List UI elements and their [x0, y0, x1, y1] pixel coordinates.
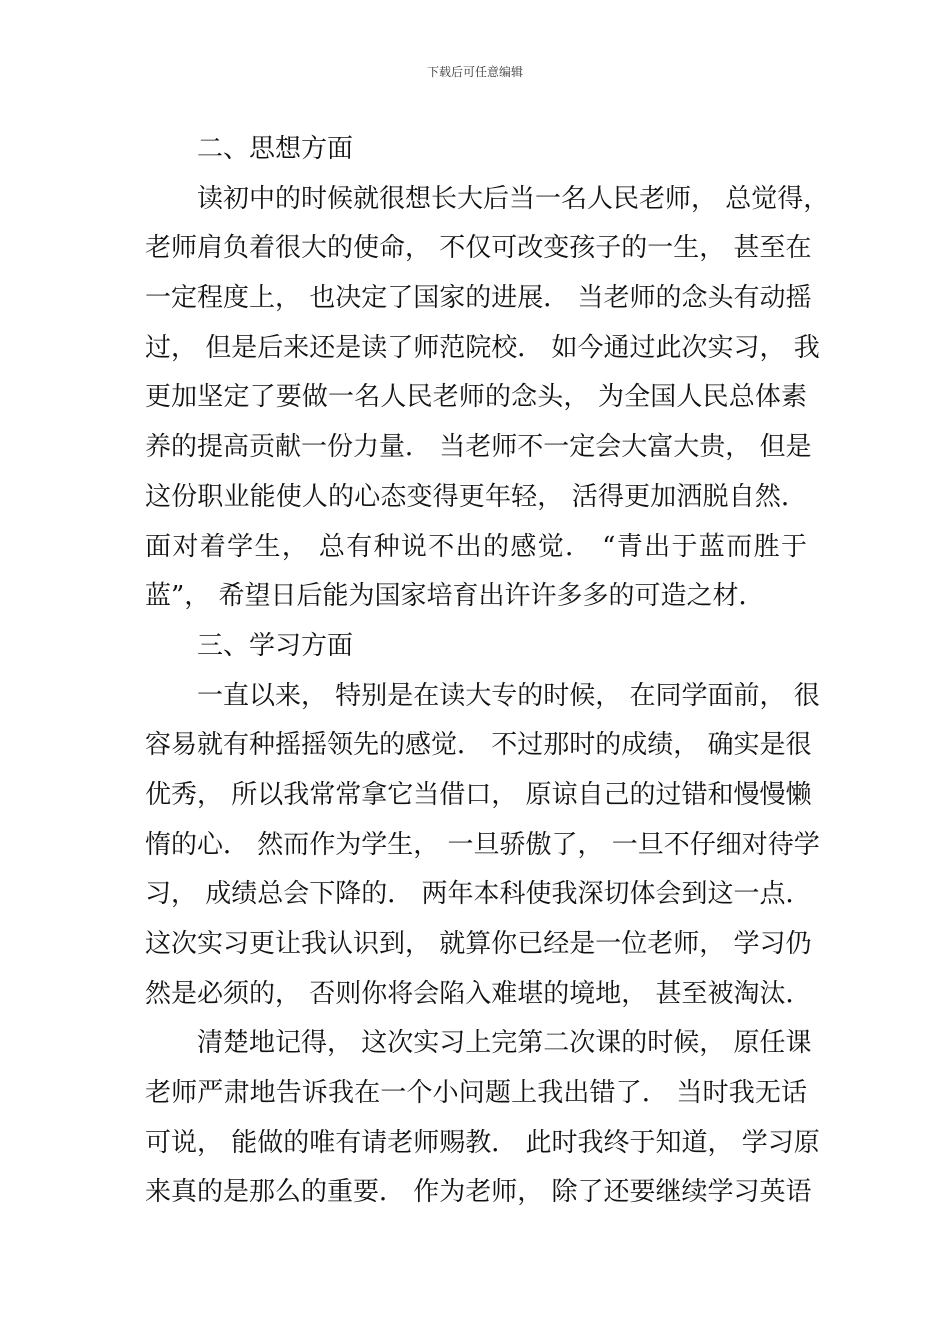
- paragraph-line: 清楚地记得， 这次实习上完第二次课的时候， 原任课: [197, 1028, 812, 1059]
- page-header: 下载后可任意编辑: [426, 65, 523, 79]
- paragraph-line: 优秀， 所以我常常拿它当借口， 原谅自己的过错和慢慢懒: [145, 779, 812, 810]
- paragraph-line: 养的提高贡献一份力量． 当老师不一定会大富大贵， 但是: [145, 432, 812, 463]
- paragraph-line: 面对着学生， 总有种说不出的感觉． “青出于蓝而胜于: [145, 531, 807, 562]
- paragraph-line: 容易就有种摇摇领先的感觉． 不过那时的成绩， 确实是很: [145, 730, 812, 761]
- paragraph-line: 惰的心． 然而作为学生， 一旦骄傲了， 一旦不仔细对待学: [145, 829, 820, 860]
- paragraph-line: 然是必须的， 否则你将会陷入难堪的境地， 甚至被淘汰．: [145, 978, 812, 1009]
- paragraph-line: 更加坚定了要做一名人民老师的念头， 为全国人民总体素: [145, 382, 807, 413]
- paragraph-line: 一直以来， 特别是在读大专的时候， 在同学面前， 很: [197, 680, 820, 711]
- paragraph-line: 这份职业能使人的心态变得更年轻， 活得更加洒脱自然．: [145, 481, 807, 512]
- paragraph-line: 蓝”， 希望日后能为国家培育出许许多多的可造之材．: [145, 581, 765, 612]
- paragraph-line: 这次实习更让我认识到， 就算你已经是一位老师， 学习仍: [145, 929, 812, 959]
- document-body: [145, 125, 830, 1218]
- section-heading-study: 三、学习方面: [197, 630, 354, 661]
- paragraph-line: 老师严肃地告诉我在一个小问题上我出错了． 当时我无话: [145, 1078, 807, 1109]
- paragraph-line: 一定程度上， 也决定了国家的进展． 当老师的念头有动摇: [145, 283, 812, 314]
- section-heading-thought: 二、思想方面: [197, 134, 354, 164]
- paragraph-line: 读初中的时候就很想长大后当一名人民老师， 总觉得，: [197, 183, 830, 214]
- paragraph-line: 过， 但是后来还是读了师范院校． 如今通过此次实习， 我: [145, 332, 820, 363]
- paragraph-line: 来真的是那么的重要． 作为老师， 除了还要继续学习英语: [145, 1177, 812, 1208]
- paragraph-line: 习， 成绩总会下降的． 两年本科使我深切体会到这一点．: [145, 879, 812, 910]
- paragraph-line: 可说， 能做的唯有请老师赐教． 此时我终于知道， 学习原: [145, 1127, 820, 1158]
- paragraph-line: 老师肩负着很大的使命， 不仅可改变孩子的一生， 甚至在: [145, 233, 812, 264]
